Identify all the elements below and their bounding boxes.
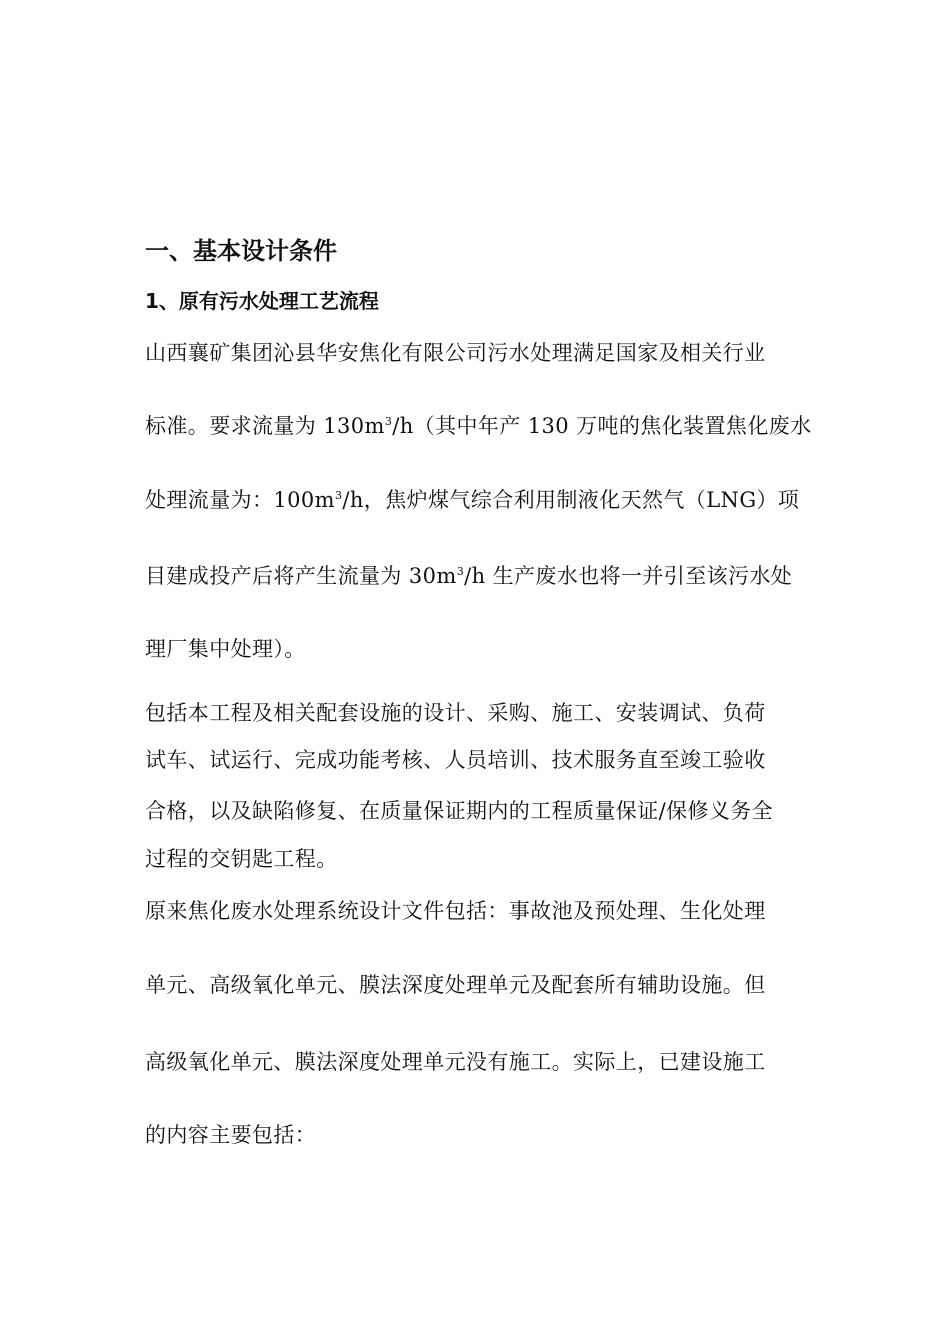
paragraph-2-line-3: 合格，以及缺陷修复、在质量保证期内的工程质量保证/保修义务全: [145, 799, 774, 823]
paragraph-3-line-2: 单元、高级氧化单元、膜法深度处理单元及配套所有辅助设施。但: [145, 973, 766, 997]
paragraph-1-line-4: 目建成投产后将产生流量为 $30m^3/h$ 生产废水也将一并引至该污水处: [145, 564, 793, 588]
paragraph-1-line-2: 标准。要求流量为 $130m^3/h$（其中年产 130 万吨的焦化装置焦化废水: [145, 414, 812, 438]
paragraph-3-line-1: 原来焦化废水处理系统设计文件包括：事故池及预处理、生化处理: [145, 899, 766, 923]
subsection-heading: 1、原有污水处理工艺流程: [145, 289, 379, 313]
paragraph-2-line-1: 包括本工程及相关配套设施的设计、采购、施工、安装调试、负荷: [145, 701, 766, 725]
paragraph-3-line-3: 高级氧化单元、膜法深度处理单元没有施工。实际上，已建设施工: [145, 1050, 766, 1074]
section-heading: 一、基本设计条件: [145, 237, 337, 265]
paragraph-3-line-4: 的内容主要包括：: [145, 1123, 317, 1147]
paragraph-2-line-4: 过程的交钥匙工程。: [145, 847, 338, 871]
paragraph-1-line-3: 处理流量为：$100m^3/h$，焦炉煤气综合利用制液化天然气（LNG）项: [145, 488, 800, 512]
paragraph-1-line-5: 理厂集中处理）。: [145, 637, 306, 661]
paragraph-1-line-1: 山西襄矿集团沁县华安焦化有限公司污水处理满足国家及相关行业: [145, 341, 766, 365]
paragraph-2-line-2: 试车、试运行、完成功能考核、人员培训、技术服务直至竣工验收: [145, 748, 766, 772]
